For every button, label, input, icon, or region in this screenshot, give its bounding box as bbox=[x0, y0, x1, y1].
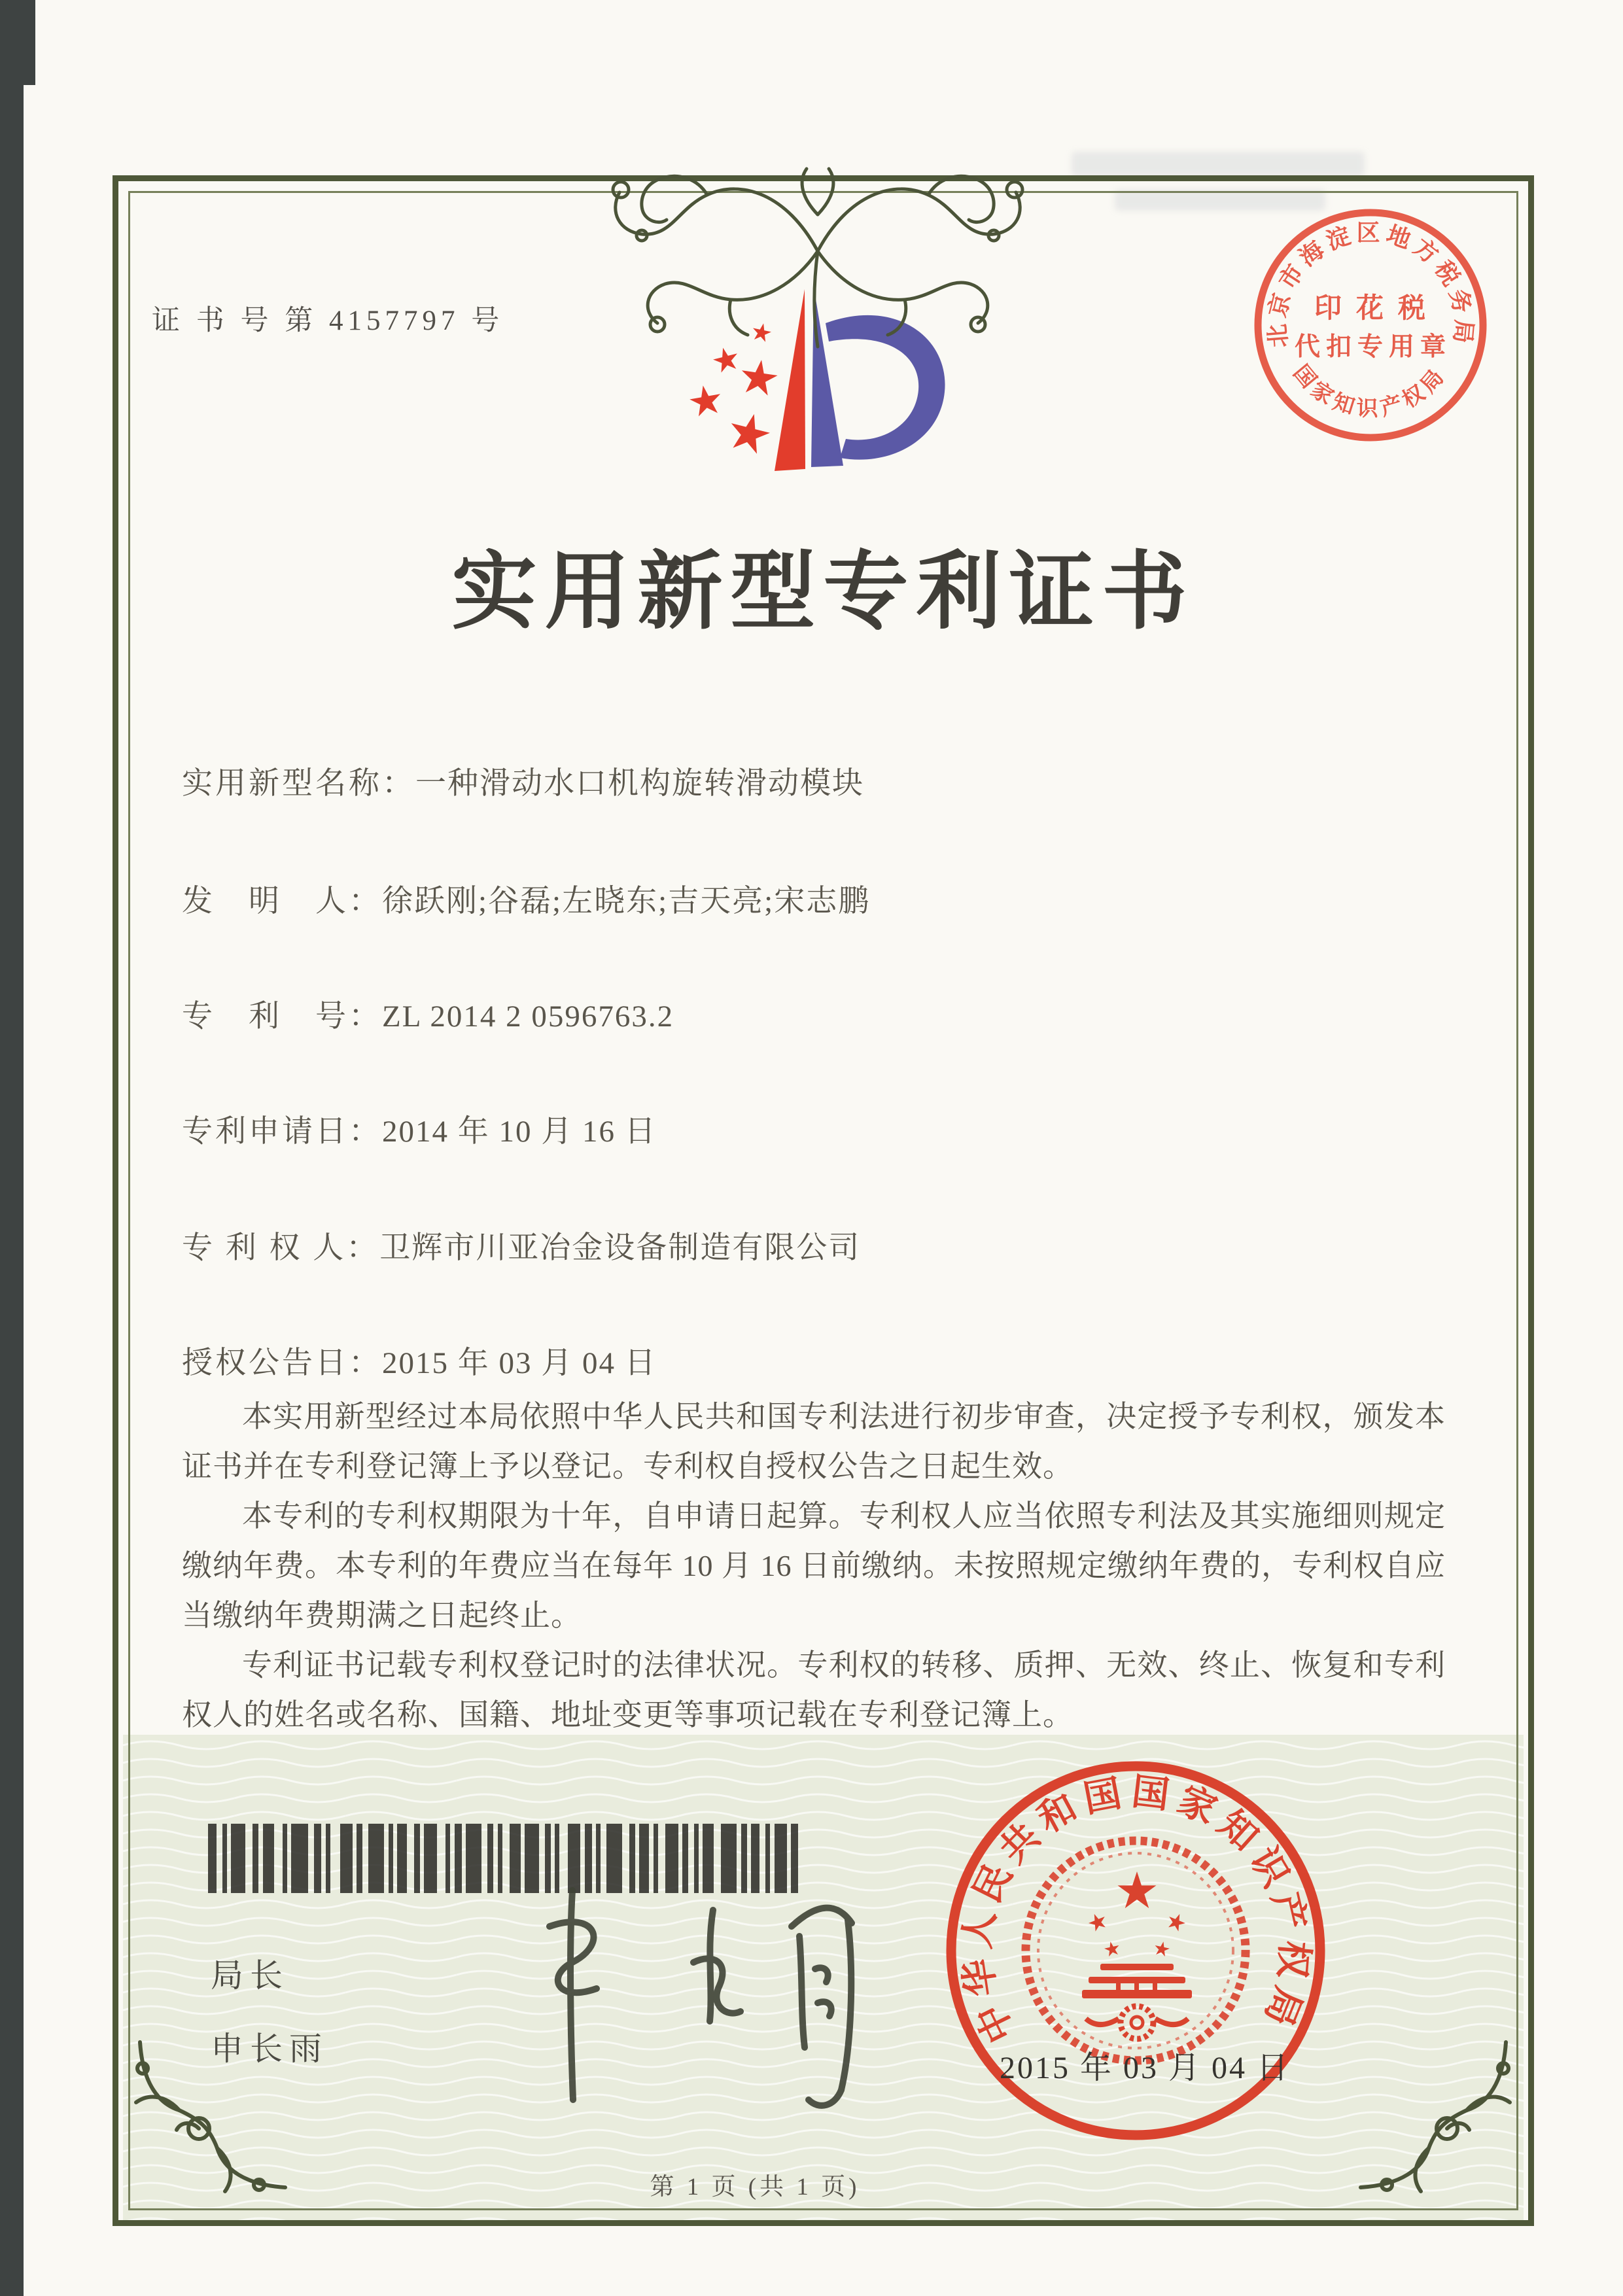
field-value: 2014 年 10 月 16 日 bbox=[382, 1115, 657, 1149]
field-value: 卫辉市川亚冶金设备制造有限公司 bbox=[379, 1231, 861, 1265]
field-label: 专 利 号： bbox=[182, 1000, 382, 1034]
stamp-center-line1: 印花税 bbox=[1314, 294, 1440, 324]
stamp-arc-top-text: 北京市海淀区地方税务局 bbox=[1263, 219, 1478, 349]
stamp-arc-bottom-text: 国家知识产权局 bbox=[1288, 360, 1452, 421]
field-label: 发 明 人： bbox=[182, 884, 382, 918]
scan-edge-strip bbox=[0, 0, 24, 2296]
commissioner-title: 局长 bbox=[211, 1957, 289, 1994]
field-utility-model-name bbox=[182, 759, 864, 803]
stamp-center-line2: 代扣专用章 bbox=[1294, 333, 1452, 361]
field-filing-date bbox=[182, 1107, 657, 1151]
page-number: 第 1 页 (共 1 页) bbox=[650, 2174, 860, 2200]
stamp-duty-seal bbox=[1246, 201, 1495, 449]
field-patent-number bbox=[182, 992, 674, 1035]
field-label: 授权公告日： bbox=[182, 1346, 382, 1380]
certificate-title: 实用新型专利证书 bbox=[451, 546, 1195, 640]
dragon-ornament bbox=[579, 152, 1056, 368]
field-value: 2015 年 03 月 04 日 bbox=[382, 1346, 657, 1380]
legal-paragraph-3: 专利证书记载专利权登记时的法律状况。专利权的转移、质押、无效、终止、恢复和专利权人的姓名或名称、国籍、地址变更等事项记载在专利登记簿上。 bbox=[182, 1648, 1446, 1731]
field-inventors bbox=[182, 877, 870, 920]
legal-paragraph-2: 本专利的专利权期限为十年，自申请日起算。专利权人应当依照专利法及其实施细则规定缴纳年费。本专利的年费应当在每年 10 月 16 日前缴纳。未按照规定缴纳年费的，专利权自应当缴纳年费期满之日起终止。 bbox=[182, 1499, 1446, 1632]
commissioner-name: 申长雨 bbox=[211, 2030, 328, 2067]
scan-corner-shadow bbox=[0, 0, 35, 85]
field-patentee bbox=[182, 1223, 860, 1267]
scan-bleed-artifact bbox=[1072, 152, 1365, 177]
commissioner-signature bbox=[510, 1864, 890, 2126]
seal-arc-text: 中华人民共和国国家知识产权局 bbox=[956, 1771, 1315, 2049]
field-label: 专利申请日： bbox=[182, 1115, 382, 1149]
svg-text:国家知识产权局 bbox=[1289, 360, 1452, 421]
national-emblem bbox=[1026, 1841, 1246, 2061]
field-value: ZL 2014 2 0596763.2 bbox=[382, 1000, 674, 1034]
field-grant-date bbox=[182, 1338, 657, 1382]
seal-date: 2015 年 03 月 04 日 bbox=[1000, 2051, 1291, 2085]
certificate-number: 证 书 号 第 4157797 号 bbox=[152, 305, 504, 336]
legal-paragraph-1: 本实用新型经过本局依照中华人民共和国专利法进行初步审查，决定授予专利权，颁发本证书并在专利登记簿上予以登记。专利权自授权公告之日起生效。 bbox=[182, 1400, 1446, 1483]
field-value: 徐跃刚;谷磊;左晓东;吉天亮;宋志鹏 bbox=[382, 884, 871, 918]
field-label: 专 利 权 人： bbox=[182, 1231, 380, 1265]
field-value: 一种滑动水口机构旋转滑动模块 bbox=[415, 767, 864, 801]
legal-text bbox=[182, 1392, 1446, 1740]
field-label: 实用新型名称： bbox=[182, 767, 415, 801]
